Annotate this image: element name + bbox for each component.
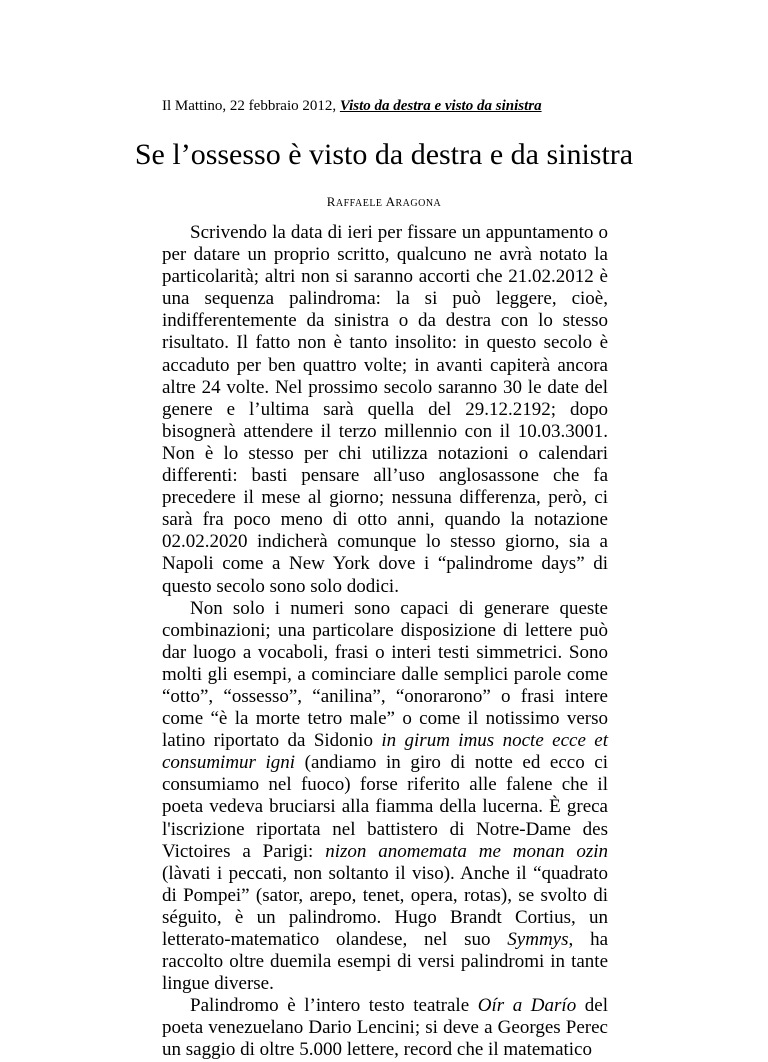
author-first-rest: AFFAELE xyxy=(335,198,383,209)
author-last-rest: RAGONA xyxy=(395,198,442,209)
article-body xyxy=(162,222,608,1062)
latin-quote: in girum imus nocte ecce et consumimur igni xyxy=(162,730,608,774)
paragraph-2-text-b: (andiamo in giro di notte ed ecco ci consumiamo nel fuoco) forse riferito alle falene che il poeta vedeva bruciarsi alla fiamma della lucerna. È greca l'iscrizione riportata nel battistero di Notre-Dame des Victoires a Parigi: xyxy=(162,752,608,862)
header-link[interactable]: Visto da destra e visto da sinistra xyxy=(339,98,542,114)
author-first-initial: R xyxy=(326,194,336,209)
play-title: Oír a Darío xyxy=(477,995,577,1017)
author-last-initial: A xyxy=(385,194,396,209)
book-title-symmys: Symmys xyxy=(507,929,569,950)
page-header xyxy=(162,96,542,116)
paragraph-3-text-a: Palindromo è l’intero testo teatrale xyxy=(190,995,478,1017)
greek-quote: nizon anomemata me monan ozin xyxy=(325,840,608,862)
article-author xyxy=(0,194,768,212)
header-source: Il Mattino, 22 febbraio 2012, xyxy=(162,98,340,114)
paragraph-1: Scrivendo la data di ieri per fissare un appuntamento o per datare un proprio scritto, qualcuno ne avrà notato la particolarità; altri non si saranno accorti che 21.02.2012 è una sequenza palindroma: la si può leggere, cioè, indifferentemente da sinistra o da destra con lo stesso risultato. Il fatto non è tanto insolito: in questo secolo è accaduto per ben quattro volte; in avanti capiterà ancora altre 24 volte. Nel prossimo secolo saranno 30 le date del genere e l’ultima sarà quella del 29.12.2192; dopo bisognerà attendere il terzo millennio con il 10.03.3001. Non è lo stesso per chi utilizza notazioni o calendari differenti: basti pensare all’uso anglosassone che fa precedere il mese al giorno; nessuna differenza, però, ci sarà fra poco meno di otto anni, quando la notazione 02.02.2020 indicherà comunque lo stesso giorno, sia a Napoli come a New York dove i “palindrome days” di questo secolo sono solo dodici. xyxy=(162,222,608,597)
paragraph-3-text-b: del poeta venezuelano Dario Lencini; si deve a Georges Perec un saggio di oltre 5.000 lettere, record che il matematico xyxy=(162,995,608,1061)
paragraph-2 xyxy=(162,598,608,996)
article-title: Se l’ossesso è visto da destra e da sinistra xyxy=(134,138,634,171)
paragraph-2-text-a: Non solo i numeri sono capaci di generare queste combinazioni; una particolare disposizione di lettere può dar luogo a vocaboli, frasi o interi testi simmetrici. Sono molti gli esempi, a cominciare dalle semplici parole come “otto”, “ossesso”, “anilina”, “onorarono” o frasi intere come “è la morte tetro male” o come il notissimo verso latino riportato da Sidonio xyxy=(162,597,608,752)
paragraph-2-text-d: , ha raccolto oltre duemila esempi di versi palindromi in tante lingue diverse. xyxy=(162,929,608,995)
paragraph-3 xyxy=(162,995,608,1061)
paragraph-2-text-c: (làvati i peccati, non soltanto il viso). Anche il “quadrato di Pompei” (sator, arepo, tenet, opera, rotas), se svolto di séguito, è un palindromo. Hugo Brandt Cortius, un letterato-matematico olandese, nel suo xyxy=(162,862,608,950)
